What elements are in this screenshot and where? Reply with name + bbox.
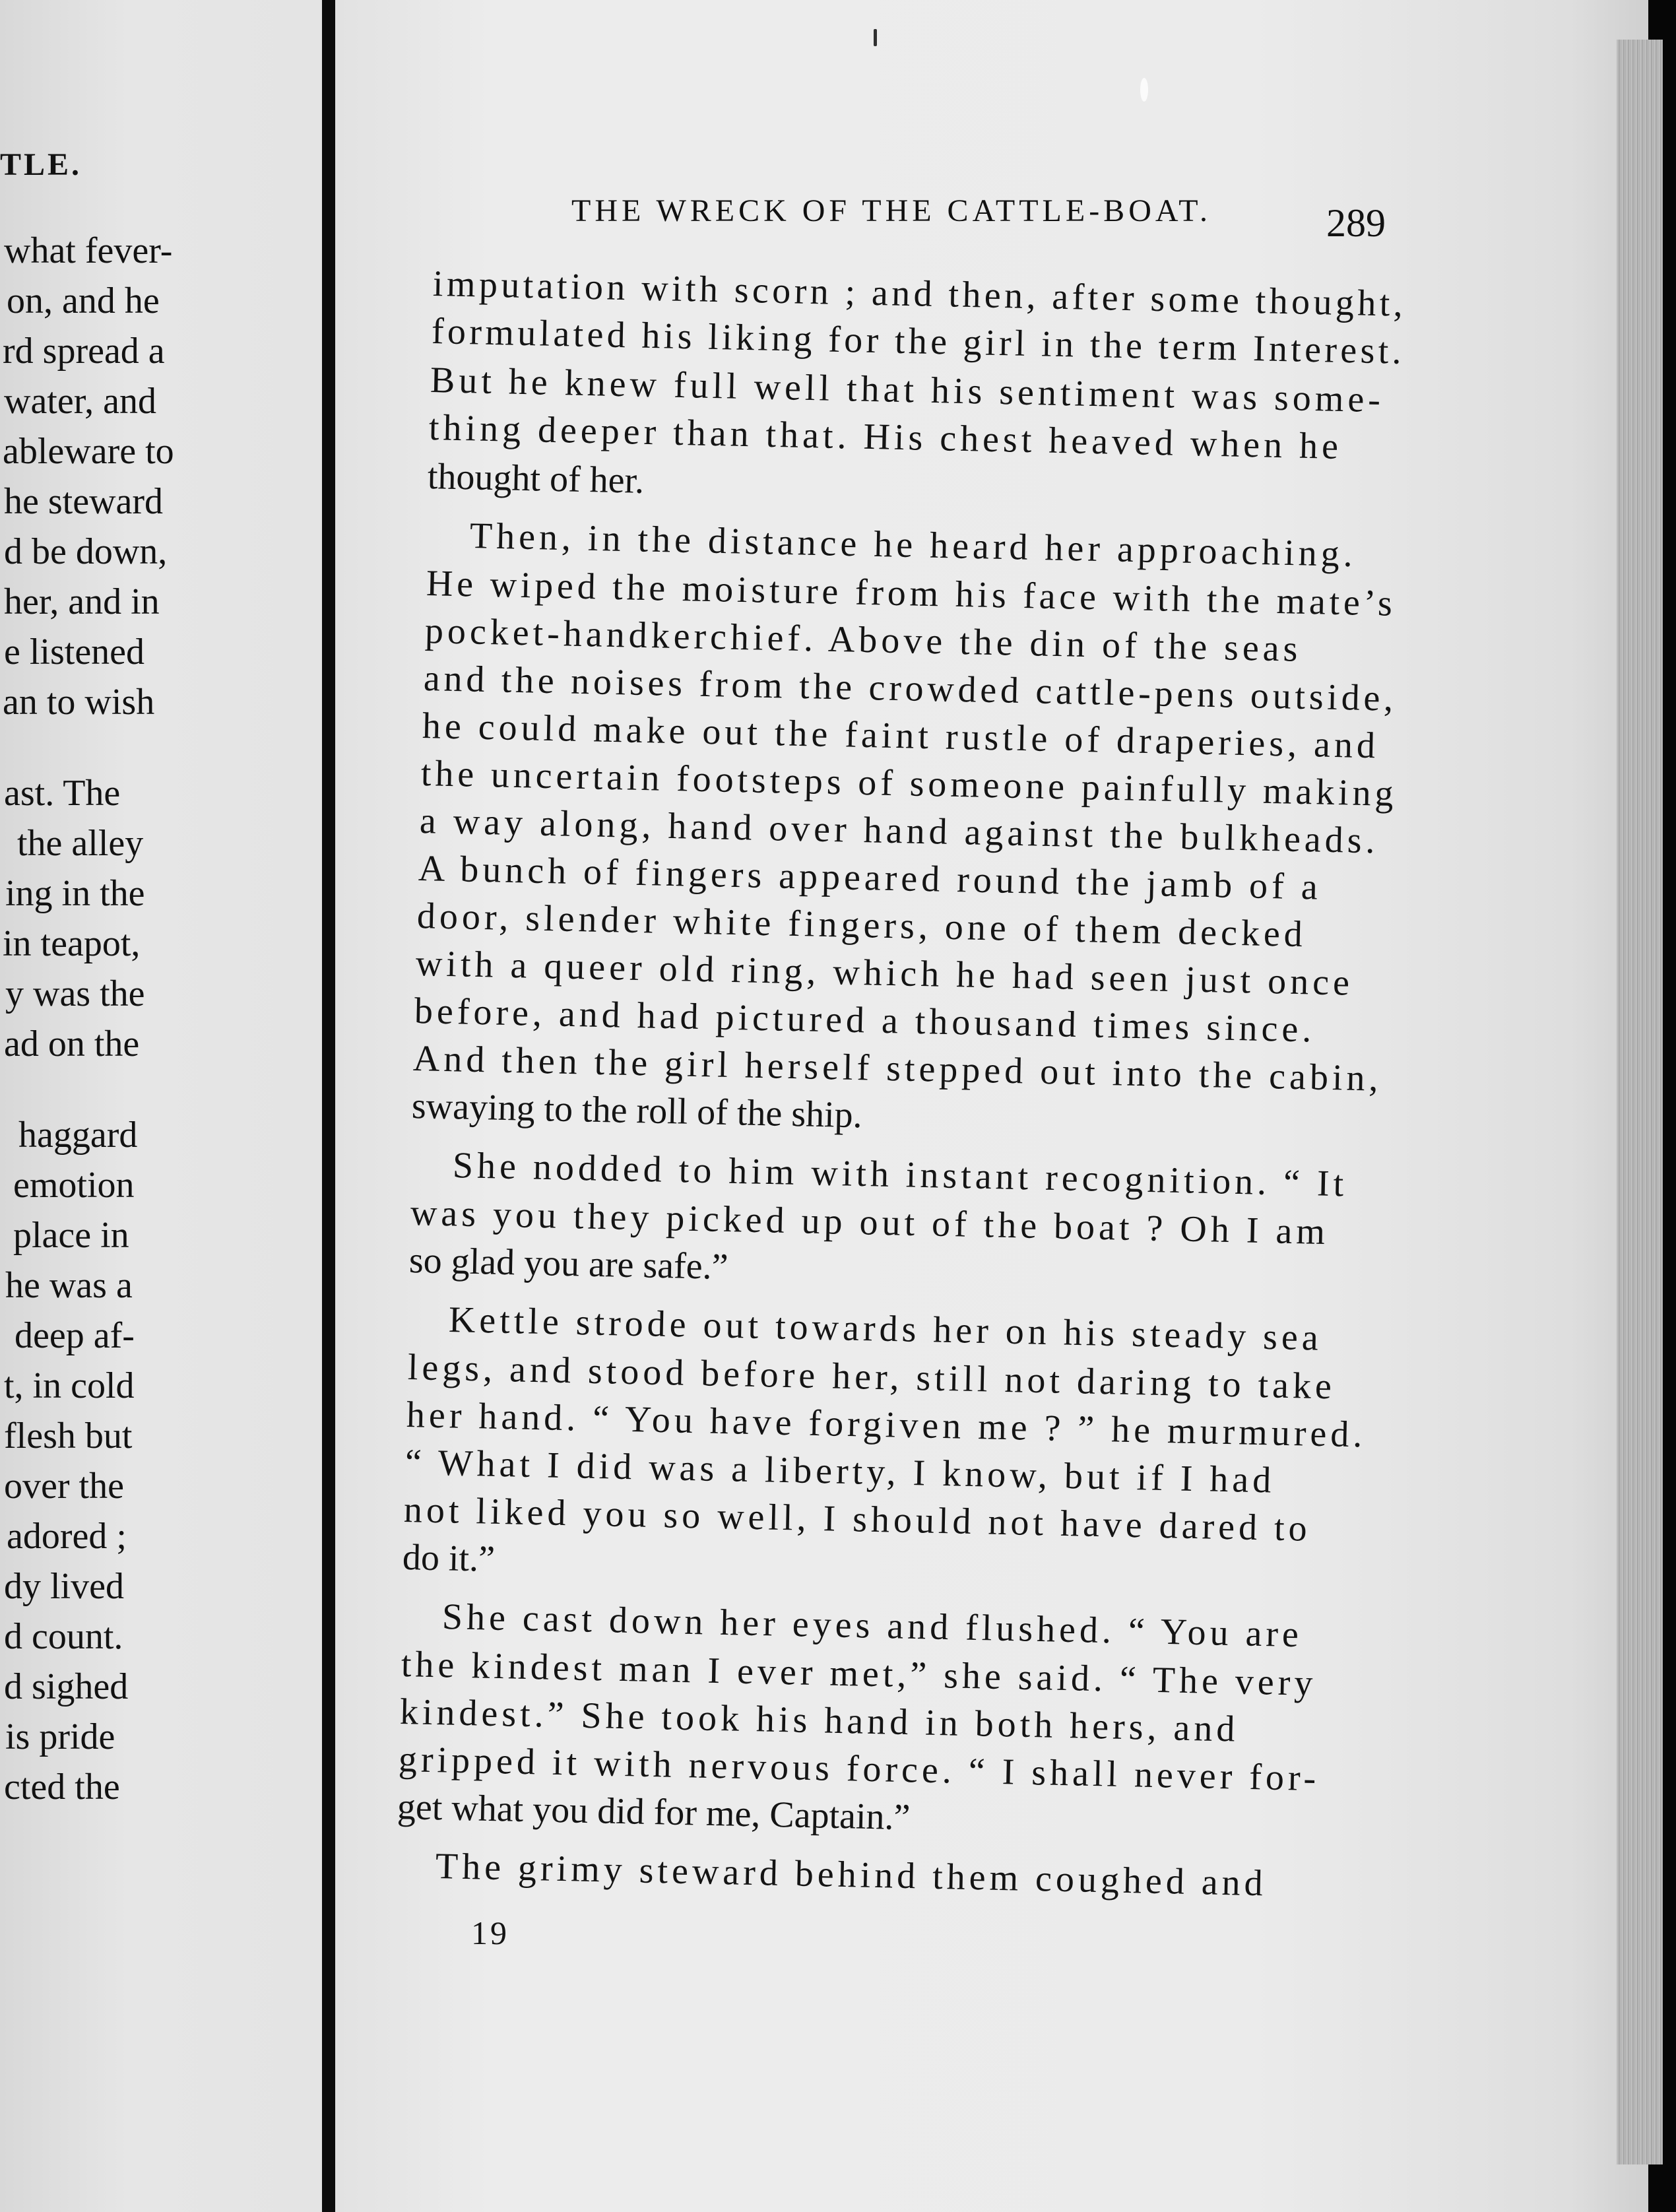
body-text-line: he could make out the faint rustle of draperies, and bbox=[422, 705, 1380, 767]
left-text-line: ad on the bbox=[4, 1024, 140, 1064]
left-text-line: e listened bbox=[4, 632, 145, 672]
left-text-line: deep af- bbox=[15, 1315, 135, 1356]
body-text-line: gripped it with nervous force. “ I shall never for- bbox=[398, 1739, 1320, 1800]
body-text-line: do it.” bbox=[402, 1537, 496, 1580]
body-text-line: She nodded to him with instant recognition. “ It bbox=[452, 1145, 1348, 1205]
body-text-line: thing deeper than that. His chest heaved when he bbox=[428, 407, 1343, 467]
left-text-line: in teapot, bbox=[3, 923, 141, 964]
left-text-line: water, and bbox=[4, 381, 156, 422]
body-text-line: But he knew full well that his sentiment was some- bbox=[430, 360, 1385, 421]
left-running-head: TLE. bbox=[0, 147, 82, 182]
left-text-line: dy lived bbox=[4, 1566, 124, 1607]
body-text-line: “ What I did was a liberty, I know, but if I had bbox=[404, 1442, 1275, 1501]
body-text-line: the kindest man I ever met,” she said. “ The very bbox=[401, 1644, 1318, 1705]
body-text-line: Then, in the distance he heard her approaching. bbox=[469, 515, 1357, 575]
body-text-line: the uncertain footsteps of someone painfully making bbox=[420, 753, 1398, 814]
signature-mark: 19 bbox=[471, 1914, 509, 1951]
left-text-line: cted the bbox=[4, 1767, 120, 1807]
left-text-line: what fever- bbox=[4, 230, 173, 271]
body-text-line: get what you did for me, Captain.” bbox=[397, 1786, 911, 1838]
body-text-line: not liked you so well, I should not have dared to bbox=[403, 1489, 1312, 1549]
book-gutter bbox=[322, 0, 335, 2212]
left-text-line: he was a bbox=[5, 1265, 133, 1306]
left-text-line: her, and in bbox=[4, 581, 160, 622]
left-text-line: adored ; bbox=[7, 1516, 127, 1557]
page-number: 289 bbox=[1326, 201, 1386, 245]
left-text-line: an to wish bbox=[3, 682, 155, 723]
left-text-line: y was the bbox=[5, 973, 145, 1014]
left-text-line: d count. bbox=[4, 1616, 123, 1657]
left-text-line: ast. The bbox=[4, 773, 121, 814]
body-text-line: Kettle strode out towards her on his steady sea bbox=[448, 1299, 1323, 1359]
body-text-line: was you they picked up out of the boat ? Oh I am bbox=[410, 1192, 1330, 1253]
left-text-line: ing in the bbox=[5, 873, 145, 914]
body-text-line: her hand. “ You have forgiven me ? ” he murmured. bbox=[406, 1394, 1367, 1456]
left-text-line: emotion bbox=[13, 1165, 135, 1206]
body-text-line: pocket-handkerchief. Above the din of the seas bbox=[424, 610, 1303, 670]
body-text-line: kindest.” She took his hand in both hers, and bbox=[399, 1691, 1240, 1750]
running-head: THE WRECK OF THE CATTLE-BOAT. bbox=[571, 193, 1211, 228]
page-edges bbox=[1617, 40, 1663, 2164]
left-text-line: he steward bbox=[4, 481, 164, 522]
body-text-line: before, and had pictured a thousand times since. bbox=[414, 991, 1316, 1051]
left-text-line: d sighed bbox=[4, 1666, 129, 1707]
body-text-line: The grimy steward behind them coughed and bbox=[435, 1846, 1268, 1904]
body-text-line: He wiped the moisture from his face with the mate’s bbox=[426, 563, 1397, 624]
body-text-line: a way along, hand over hand against the bulkheads. bbox=[419, 800, 1380, 862]
scan-speck bbox=[1140, 78, 1148, 102]
body-text-line: A bunch of fingers appeared round the jamb of a bbox=[418, 848, 1322, 908]
left-text-line: on, and he bbox=[7, 280, 160, 321]
left-text-line: haggard bbox=[18, 1115, 138, 1155]
left-text-line: over the bbox=[4, 1466, 124, 1507]
body-text-line: door, slender white fingers, one of them decked bbox=[416, 895, 1307, 956]
body-text-line: legs, and stood before her, still not daring to take bbox=[407, 1347, 1336, 1408]
body-text-line: and the noises from the crowded cattle-pens outside, bbox=[423, 658, 1398, 719]
body-text-line: so glad you are safe.” bbox=[408, 1240, 729, 1288]
left-text-line: t, in cold bbox=[4, 1365, 135, 1406]
body-text-line: imputation with scorn ; and then, after some thought, bbox=[432, 263, 1407, 325]
body-text-line: swaying to the roll of the ship. bbox=[411, 1086, 863, 1136]
scan-speck bbox=[874, 29, 877, 46]
left-text-line: place in bbox=[13, 1215, 129, 1256]
body-text-line: She cast down her eyes and flushed. “ You are bbox=[441, 1596, 1303, 1656]
body-text-line: formulated his liking for the girl in the term Interest. bbox=[431, 311, 1405, 372]
left-text-line: is pride bbox=[5, 1716, 115, 1757]
body-text-line: And then the girl herself stepped out into the cabin, bbox=[412, 1038, 1383, 1099]
left-text-line: ableware to bbox=[3, 431, 174, 472]
left-text-line: the alley bbox=[17, 823, 144, 864]
left-text-line: flesh but bbox=[4, 1415, 133, 1456]
left-text-line: d be down, bbox=[4, 531, 168, 572]
left-text-line: rd spread a bbox=[3, 331, 165, 372]
body-text-line: with a queer old ring, which he had seen just once bbox=[415, 943, 1354, 1004]
left-page bbox=[0, 0, 322, 2212]
body-text-line: thought of her. bbox=[427, 456, 645, 502]
